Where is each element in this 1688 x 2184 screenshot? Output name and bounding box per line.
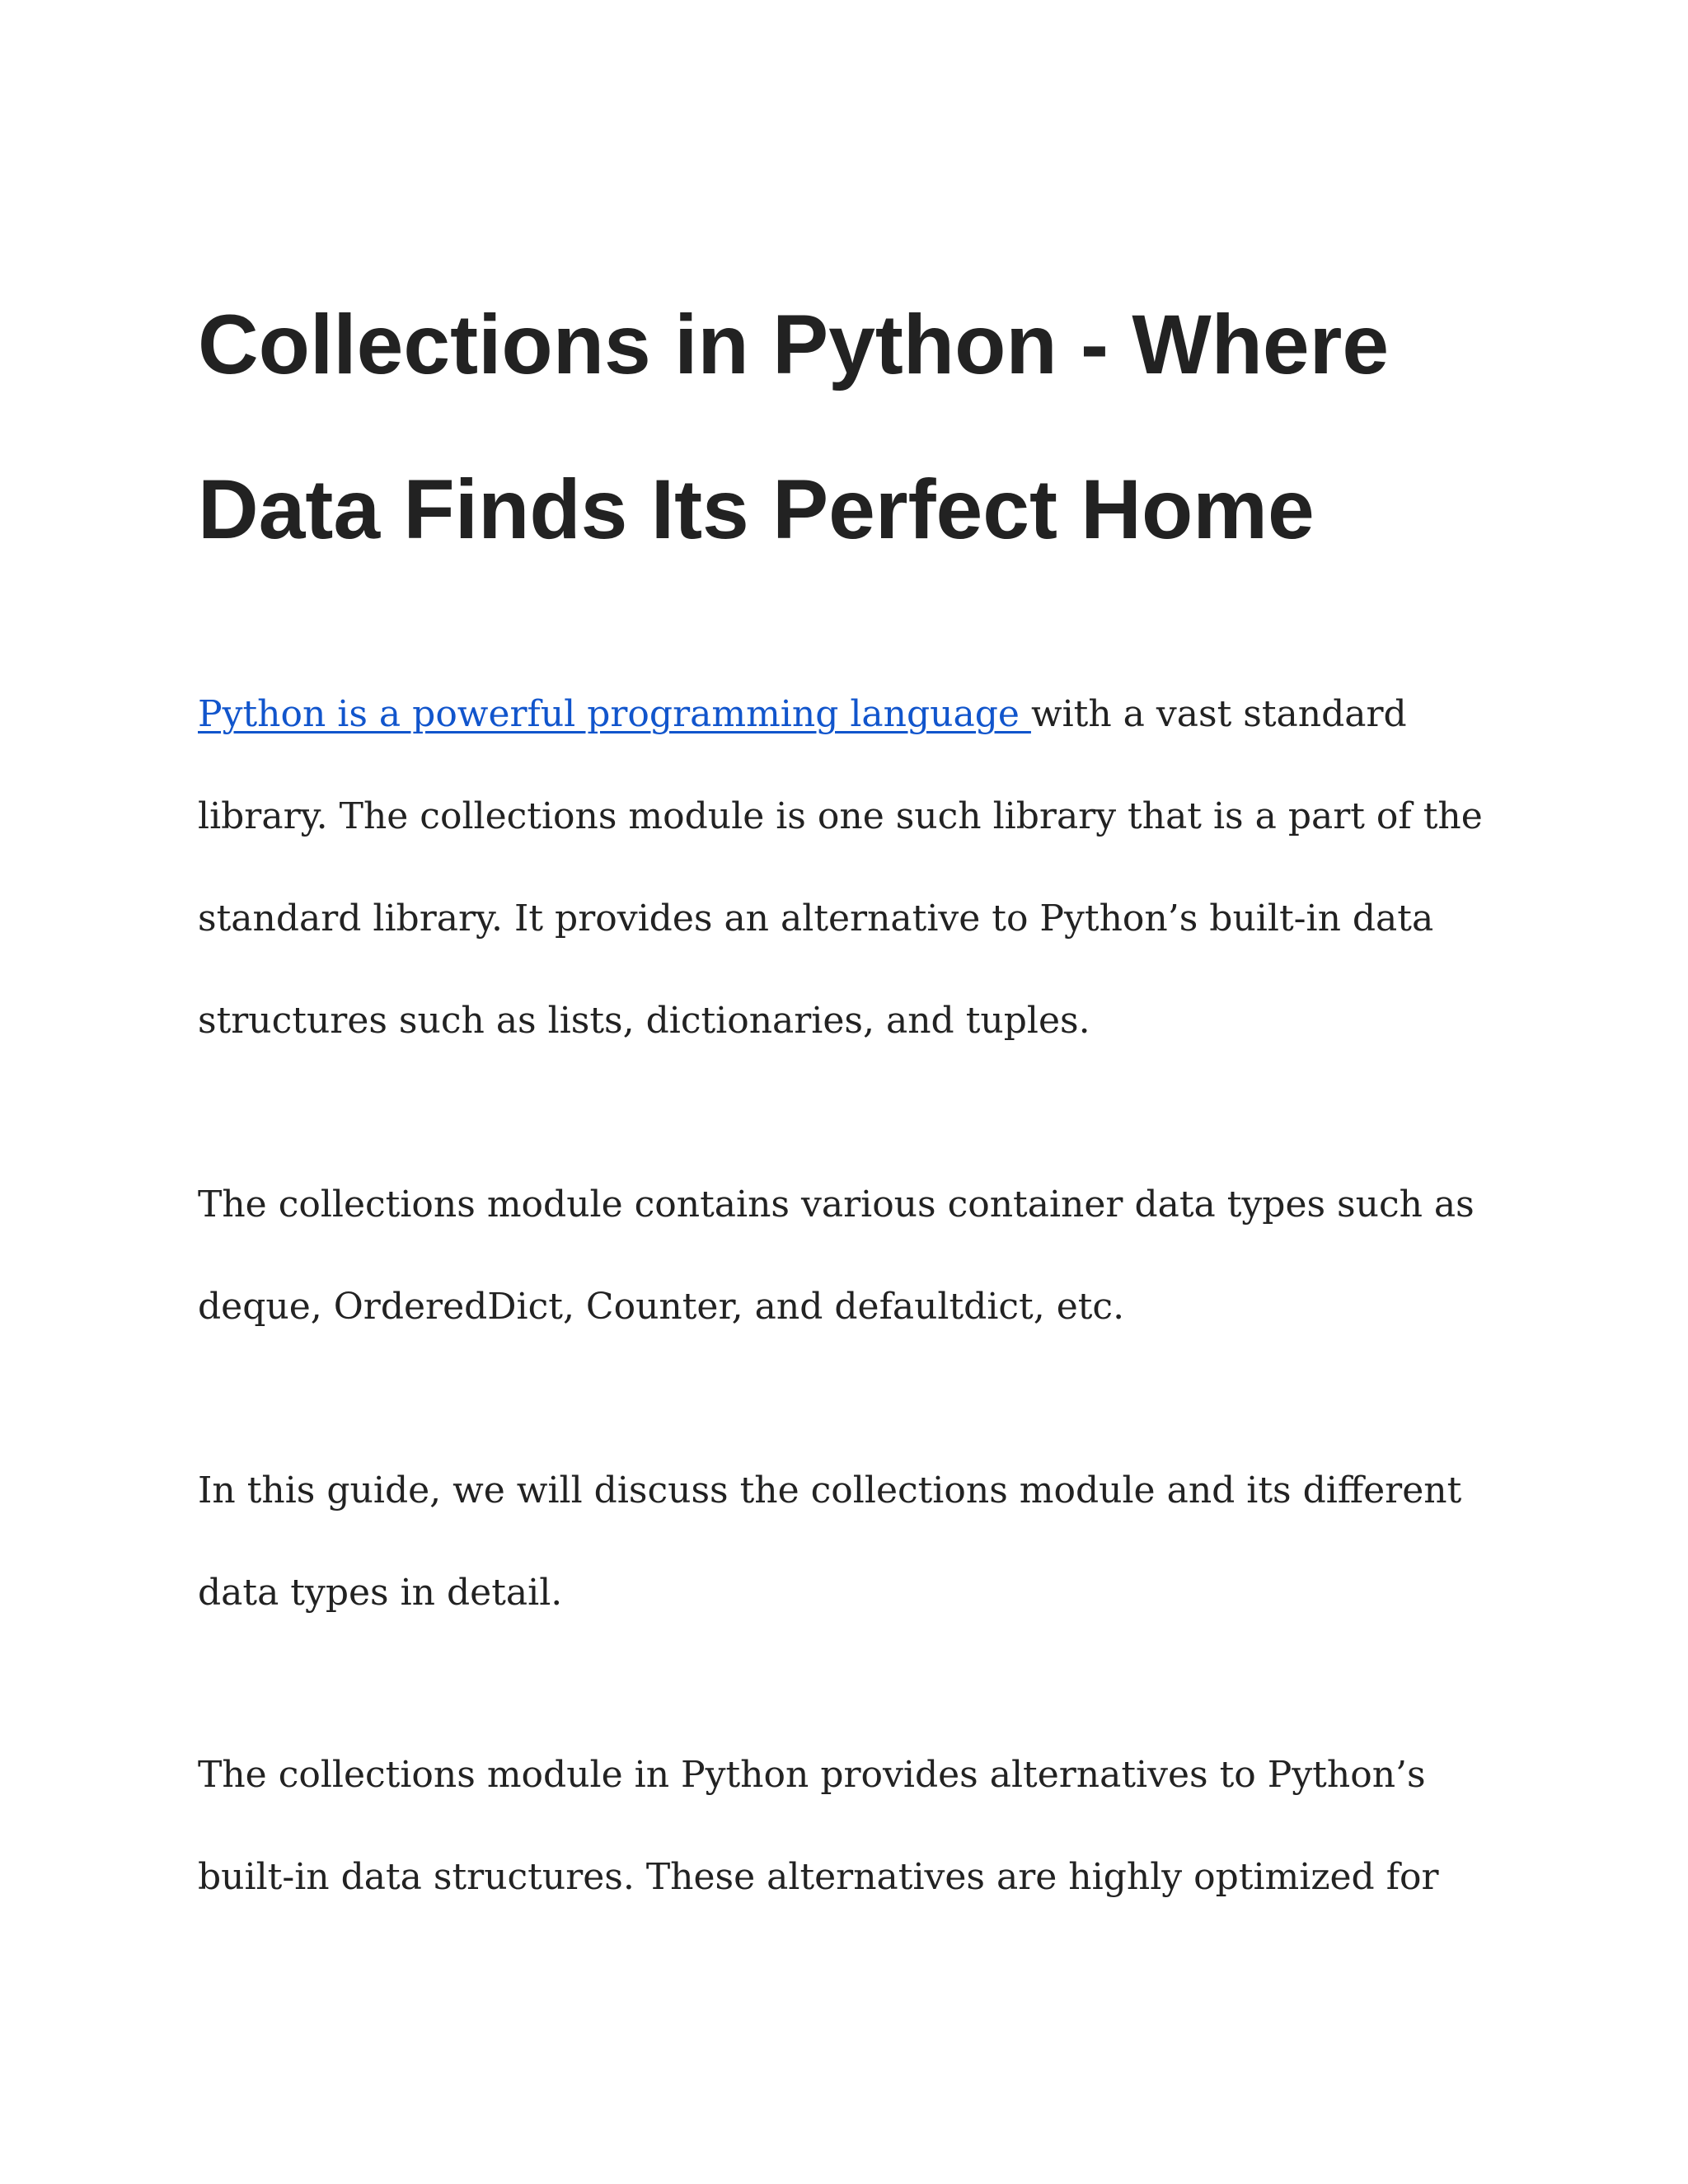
paragraph-intro (198, 663, 1533, 1072)
paragraph-guide-intro: In this guide, we will discuss the collections module and its different data types in detail. (198, 1469, 1462, 1614)
page-title: Collections in Python - Where Data Finds Its Perfect Home (198, 298, 1390, 556)
paragraph-container-types: The collections module contains various container data types such as deque, OrderedDict, Counter, and defaultdict, etc. (198, 1183, 1475, 1328)
python-language-link[interactable]: Python is a powerful programming language (198, 693, 1031, 735)
paragraph-intro-text: with a vast standard library. The collections module is one such library that is a part of the standard library. It provides an alternative to Python’s built-in data structures such as lists, dictionaries, and tuples. (198, 693, 1483, 1042)
paragraph-alternatives: The collections module in Python provides alternatives to Python’s built-in data structures. These alternatives are highly optimized for (198, 1754, 1439, 1898)
